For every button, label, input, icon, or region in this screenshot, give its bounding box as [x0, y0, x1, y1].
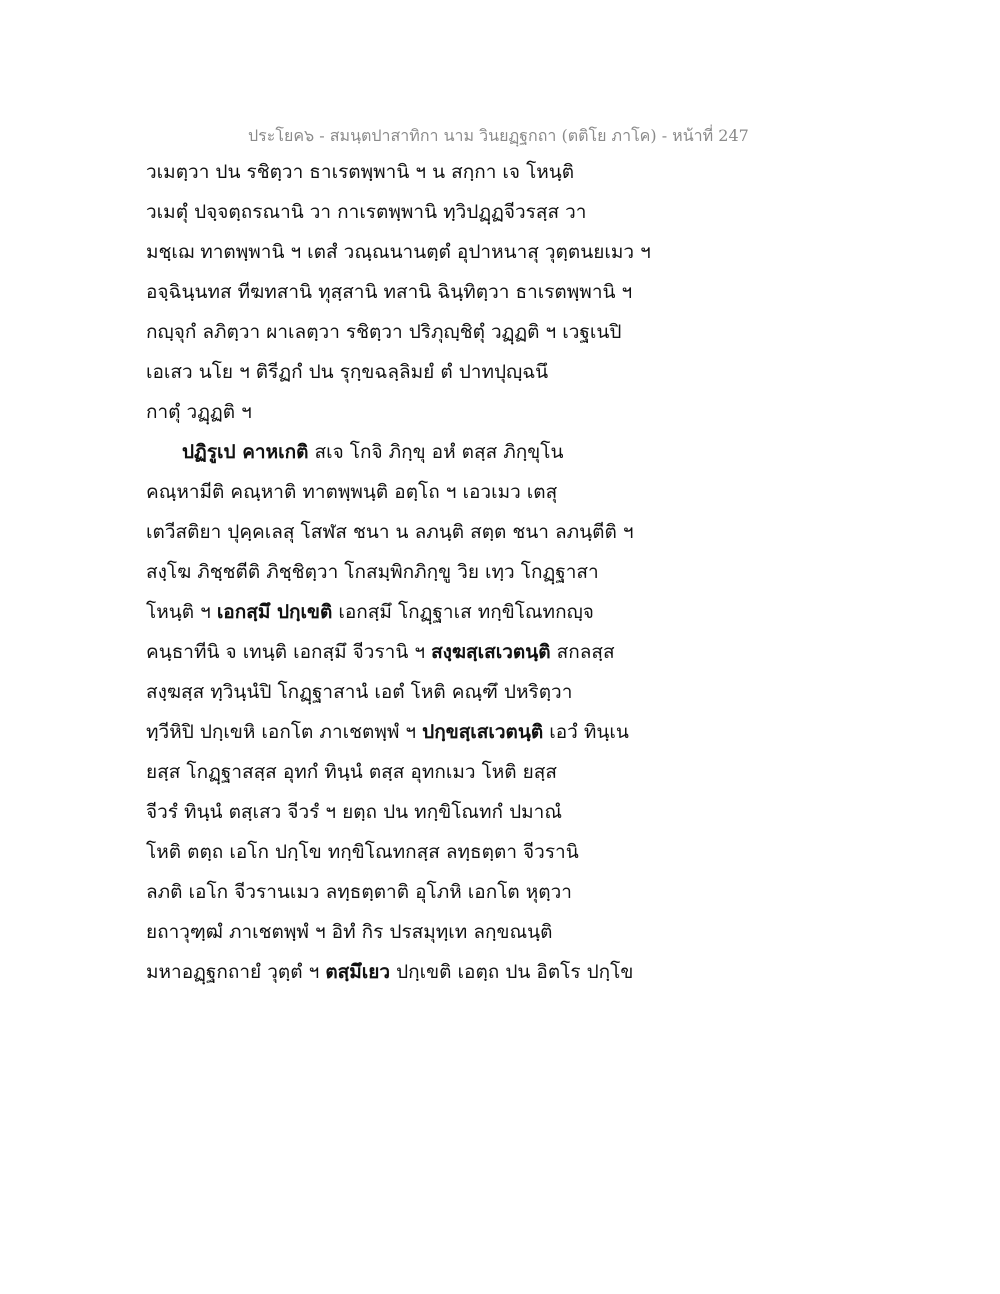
- text-line: กาตุํ วฏฺฏติ ฯ: [146, 401, 252, 423]
- text-run: คณฺหามีติ คณฺหาติ ทาตพฺพนฺติ อตฺโถ ฯ เอวเมว เตสุ: [146, 481, 558, 503]
- text-line: กญฺจุกํ ลภิตฺวา ผาเลตฺวา รชิตฺวา ปริภุญฺชิตุํ วฏฺฏติ ฯ เวฐเนปิ: [146, 321, 622, 343]
- text-run: ยถาวุฑฺฒํ ภาเชตพฺพํ ฯ อิทํ กิร ปรสมุทฺเท ลกฺขณนฺติ: [146, 921, 553, 943]
- page-header: ประโยค๖ - สมนฺตปาสาทิกา นาม วินยฏฺฐกถา (ตติโย ภาโค) - หน้าที่ 247: [248, 126, 749, 145]
- text-run: สงฺฆสฺส ทฺวินฺนํปิ โกฏฺฐาสานํ เอตํ โหติ คณฺฑึ ปหริตฺวา: [146, 681, 573, 703]
- text-line: [146, 520, 634, 544]
- text-run: คนฺธาทีนิ จ เทนฺติ เอกสฺมึ จีวรานิ ฯ: [146, 641, 432, 663]
- text-line: [146, 600, 594, 624]
- text-line: [146, 680, 572, 704]
- text-line: [146, 960, 633, 984]
- text-run: สเจ โกจิ ภิกฺขุ อหํ ตสฺส ภิกฺขุโน: [308, 441, 564, 463]
- text-line: มชฺเฌ ทาตพฺพานิ ฯ เตสํ วณฺณนานตฺตํ อุปาหนาสุ วุตฺตนยเมว ฯ: [146, 241, 651, 263]
- text-line: [146, 760, 557, 784]
- text-run: โหติ ตตฺถ เอโก ปกฺโข ทกฺขิโณทกสฺส ลทฺธตฺตา จีวรานิ: [146, 841, 579, 863]
- text-run: จีวรํ ทินฺนํ ตสฺเสว จีวรํ ฯ ยตฺถ ปน ทกฺขิโณทกํ ปมาณํ: [146, 801, 562, 823]
- text-run: เอวํ ทินฺเน: [543, 721, 629, 743]
- text-run: ปกฺเขติ เอตฺถ ปน อิตโร ปกฺโข: [390, 961, 634, 983]
- text-run: สงฺโฆ ภิชฺชตีติ ภิชฺชิตฺวา โกสมฺพิกภิกฺขู วิย เทฺว โกฏฺฐาสา: [146, 561, 599, 583]
- bold-term: ปฏิรูเป คาหเกติ: [182, 441, 309, 463]
- text-line: [146, 840, 579, 864]
- text-line: อจฺฉินฺนทส ทีฆทสานิ ทุสฺสานิ ทสานิ ฉินฺทิตฺวา ธาเรตพฺพานิ ฯ: [146, 281, 633, 303]
- text-run: เอกสฺมึ โกฏฺฐาเส ทกฺขิโณทกญฺจ: [332, 601, 594, 623]
- text-line: [146, 800, 562, 824]
- bold-term: สงฺฆสฺเสเวตนฺติ: [431, 641, 551, 663]
- text-run: ยสฺส โกฏฺฐาสสฺส อุทกํ ทินฺนํ ตสฺส อุทกเมว โหติ ยสฺส: [146, 761, 558, 783]
- text-line: [146, 880, 572, 904]
- text-line: [146, 720, 629, 744]
- bold-term: ปกฺขสฺเสเวตนฺติ: [422, 721, 544, 743]
- bold-term: เอกสฺมึ ปกฺเขติ: [216, 601, 333, 623]
- text-run: เตวีสติยา ปุคฺคเลสุ โสฬส ชนา น ลภนฺติ สตฺต ชนา ลภนฺตีติ ฯ: [146, 521, 634, 543]
- text-line: วเมตฺวา ปน รชิตฺวา ธาเรตพฺพานิ ฯ น สกฺกา เจ โหนฺติ: [146, 161, 575, 183]
- text-run: โหนฺติ ฯ: [146, 601, 217, 623]
- text-run: สกลสฺส: [550, 641, 615, 663]
- bold-term: ตสฺมึเยว: [325, 961, 391, 983]
- text-run: มหาอฏฺฐกถายํ วุตฺตํ ฯ: [146, 961, 326, 983]
- text-line: [146, 480, 557, 504]
- text-line: [146, 640, 615, 664]
- text-run: ทฺวีหิปิ ปกฺเขหิ เอกโต ภาเชตพฺพํ ฯ: [146, 721, 423, 743]
- text-line: [182, 440, 563, 464]
- text-run: ลภติ เอโก จีวรานเมว ลทฺธตฺตาติ อุโภหิ เอกโต หุตฺวา: [146, 881, 572, 903]
- text-line: เอเสว นโย ฯ ติรีฏกํ ปน รุกฺขฉลฺลิมยํ ตํ ปาทปุญฺฉนึ: [146, 361, 549, 383]
- text-line: [146, 920, 552, 944]
- text-line: [146, 560, 599, 584]
- text-line: วเมตุํ ปจฺจตฺถรณานิ วา กาเรตพฺพานิ ทฺวิปฏฺฏจีวรสฺส วา: [146, 201, 587, 223]
